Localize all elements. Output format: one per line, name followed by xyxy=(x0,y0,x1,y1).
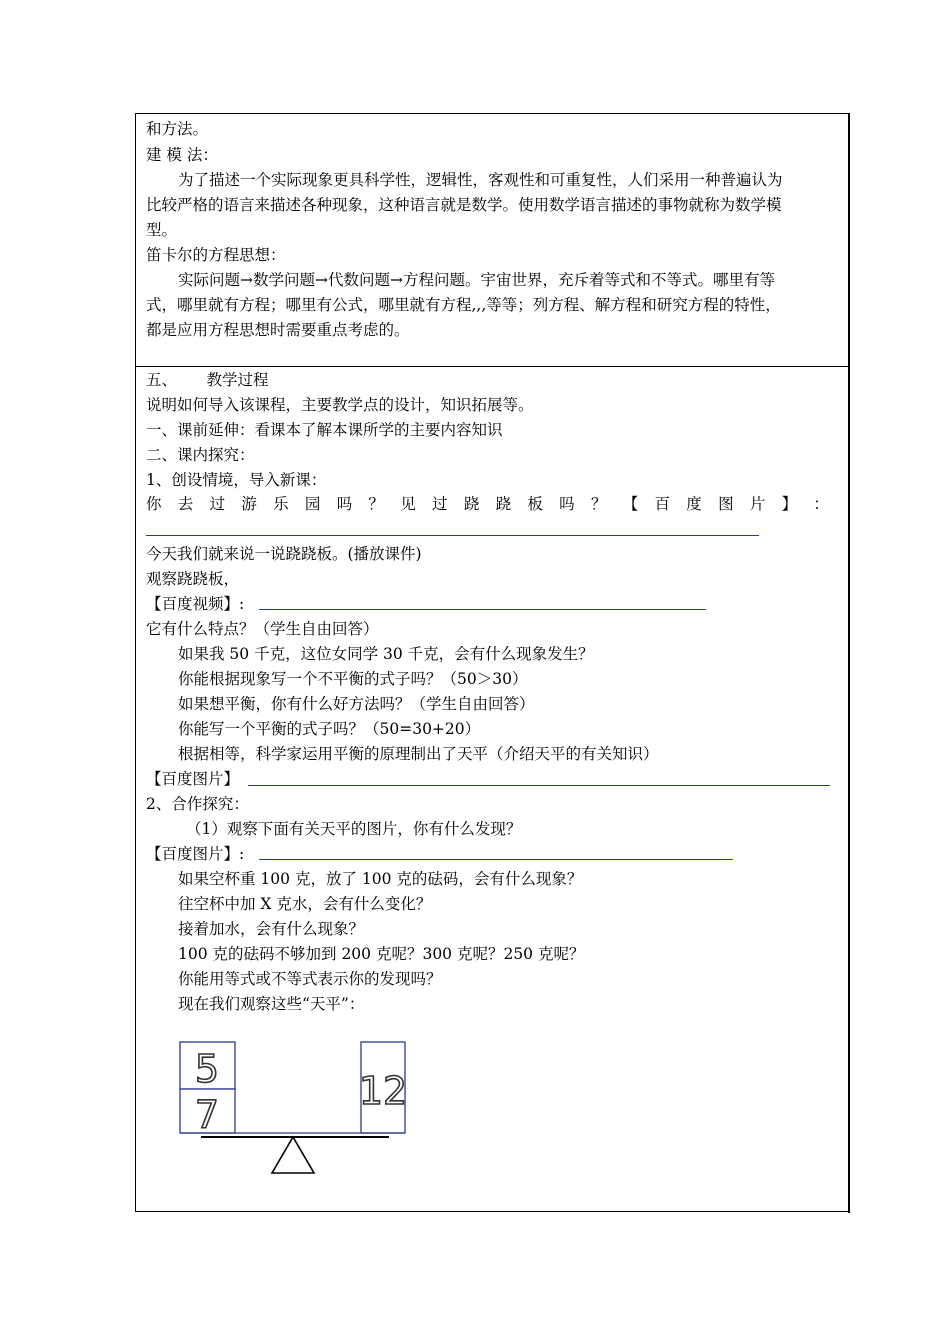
left-top-number: 5 xyxy=(194,1047,220,1091)
table-frame-edge xyxy=(848,113,850,1213)
text-line: 二、课内探究： xyxy=(146,446,255,464)
spread-char: ？ xyxy=(368,495,384,513)
spread-char: 跷 xyxy=(463,495,480,513)
balance-scale-figure xyxy=(175,1040,415,1180)
spread-char: 度 xyxy=(686,495,702,513)
spread-char: 板 xyxy=(527,495,543,513)
text-line: 你能用等式或不等式表示你的发现吗？ xyxy=(178,970,442,988)
paragraph-line: 比较严格的语言来描述各种现象，这种语言就是数学。使用数学语言描述的事物就称为数学模 xyxy=(146,196,782,214)
spread-char: 吗 xyxy=(336,495,353,513)
text-line: 它有什么特点？（学生自由回答） xyxy=(146,620,379,638)
spread-char: 片 xyxy=(749,495,766,513)
paragraph-line: 为了描述一个实际现象更具科学性，逻辑性，客观性和可重复性，人们采用一种普遍认为 xyxy=(178,171,783,189)
text-line: 说明如何导入该课程，主要教学点的设计，知识拓展等。 xyxy=(146,396,534,414)
spread-char: 你 xyxy=(146,495,162,513)
paragraph-line: 实际问题→数学问题→代数问题→方程问题。宇宙世界，充斥着等式和不等式。哪里有等 xyxy=(178,271,775,289)
descartes-title: 笛卡尔的方程思想： xyxy=(146,246,286,264)
spread-char: 】 xyxy=(781,495,798,513)
text-line: （1）观察下面有关天平的图片，你有什么发现？ xyxy=(186,820,522,838)
text-line: 100 克的砝码不够加到 200 克呢？300 克呢？250 克呢？ xyxy=(178,945,585,963)
text-line: 如果想平衡，你有什么好方法吗？（学生自由回答） xyxy=(178,695,535,713)
answer-underline xyxy=(259,609,706,610)
paragraph-line: 型。 xyxy=(146,221,178,239)
text-line: 和方法。 xyxy=(146,120,209,138)
spread-char: 过 xyxy=(209,495,226,513)
answer-underline xyxy=(146,535,759,536)
question-spread-line xyxy=(146,494,829,514)
spread-char: 园 xyxy=(304,495,321,513)
baidu-video-link[interactable]: 【百度视频】: xyxy=(146,595,245,613)
spread-char: 图 xyxy=(718,495,734,513)
spread-char: 去 xyxy=(177,495,194,513)
paragraph-line: 式，哪里就有方程；哪里有公式，哪里就有方程,,,等等；列方程、解方程和研究方程的特性， xyxy=(146,296,781,314)
spread-char: 跷 xyxy=(495,495,512,513)
text-line: 接着加水，会有什么现象？ xyxy=(178,920,365,938)
answer-underline xyxy=(259,859,733,860)
answer-underline xyxy=(248,785,830,786)
row-divider xyxy=(135,366,849,367)
text-line: 现在我们观察这些“天平”： xyxy=(178,995,365,1013)
spread-char: ： xyxy=(813,495,829,513)
text-line: 往空杯中加 X 克水，会有什么变化？ xyxy=(178,895,432,913)
baidu-image-link[interactable]: 【百度图片】 xyxy=(146,770,240,788)
text-line: 如果空杯重 100 克，放了 100 克的砝码，会有什么现象？ xyxy=(178,870,583,888)
text-line: 根据相等，科学家运用平衡的原理制出了天平（介绍天平的有关知识） xyxy=(178,745,659,763)
text-line: 观察跷跷板， xyxy=(146,570,240,588)
baidu-image-link[interactable]: 【百度图片】: xyxy=(146,845,245,863)
text-line: 2、合作探究： xyxy=(146,795,249,813)
right-number: 12 xyxy=(358,1069,408,1113)
text-line: 一、课前延伸：看课本了解本课所学的主要内容知识 xyxy=(146,421,503,439)
spread-char: 乐 xyxy=(273,495,289,513)
section-heading: 五、 教学过程 xyxy=(146,371,269,389)
paragraph-line: 都是应用方程思想时需要重点考虑的。 xyxy=(146,321,410,339)
spread-char: ？ xyxy=(590,495,607,513)
text-line: 你能写一个平衡的式子吗？（50=30+20） xyxy=(178,720,481,738)
spread-char: 【 xyxy=(622,495,639,513)
spread-char: 吗 xyxy=(559,495,575,513)
text-line: 你能根据现象写一个不平衡的式子吗？（50＞30） xyxy=(178,670,528,688)
left-bottom-number: 7 xyxy=(194,1093,220,1137)
spread-char: 百 xyxy=(654,495,671,513)
text-line: 今天我们就来说一说跷跷板。(播放课件) xyxy=(146,545,422,563)
spread-char: 过 xyxy=(432,495,448,513)
text-line: 如果我 50 千克，这位女同学 30 千克，会有什么现象发生？ xyxy=(178,645,594,663)
spread-char: 游 xyxy=(241,495,257,513)
modeling-title: 建 模 法： xyxy=(146,146,218,164)
spread-char: 见 xyxy=(400,495,416,513)
text-line: 1、创设情境，导入新课： xyxy=(146,471,327,489)
fulcrum-triangle xyxy=(272,1137,314,1173)
